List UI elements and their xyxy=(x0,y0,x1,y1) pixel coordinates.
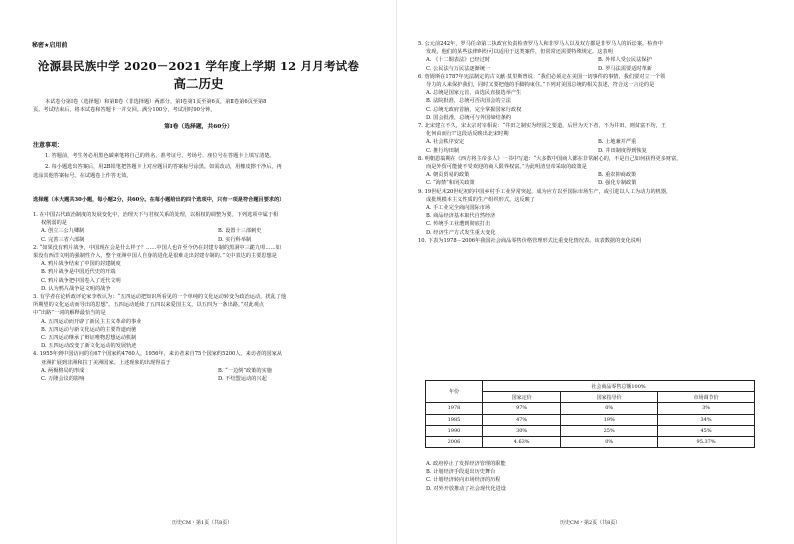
q9-option-b: B. 商品经济基本取代自然经济 xyxy=(426,213,496,220)
table-cell: 0% xyxy=(561,403,658,414)
q4-stem-cont: 亚洲扩展到非洲和拉丁美洲国家。上述现象的出现得益于 xyxy=(41,359,171,366)
q2-option-b: B. 鸦片战争是中国近代史的开端 xyxy=(41,269,116,276)
q9-option-d: D. 经济生产方式发生重大变化 xyxy=(426,229,496,236)
q10-option-b: B. 计划经济手段退出历史舞台 xyxy=(426,469,496,476)
table-row xyxy=(426,414,755,425)
q4-option-b: B. “一边倒”政策的实施 xyxy=(218,367,272,374)
table-cell: 95.37% xyxy=(658,436,755,447)
q6-stem: 6. 詹姆斯在1787年宪法制定的古文献·莫里斯曾说：“我们必须走在美国一切事件的事情，我们要对立一个领 xyxy=(418,73,666,80)
q3-option-a: A. 五四运动而开辟了新民主主义革命的事业 xyxy=(41,318,142,325)
q1-options-row-1 xyxy=(33,227,385,235)
q8-stem-cont: 而是外贸可能使不受欢迎的商人限界权富。”为此明清皇帝采取的政策是 xyxy=(426,163,587,170)
q8-stem: 8. 明朝恩翁期在《西方将主帝多人》一书中写道：“大多数中国商人都在非常耐心的，不是自己如何获得更多财富， xyxy=(418,155,682,162)
q10-option-a: A. 政府停止了发挥经济管理的职能 xyxy=(426,461,506,467)
q3-stem: 3. 有学者在论析政评论家李敖认为：“五四运动把知识所看见的一个单纯的文化运动转变为政治运动，扰乱了他 xyxy=(33,294,287,300)
intro-line-1: 本试卷分第Ⅰ卷（选择题）和第Ⅱ卷（非选择题）两部分。第Ⅰ卷第1页至第6页，第Ⅱ卷第6页至第8 xyxy=(45,99,267,105)
q7-option-d: D. 井田制度得到恢复 xyxy=(598,147,647,154)
q3-stem-cont: 所期望的文化运动而导出的思想”。五四运动延续了五四以来爱国主义，以五四为一条出路。”对此观点 xyxy=(33,302,264,309)
q8-options-row-2 xyxy=(418,179,778,187)
q8-option-a: A. 朝贡贸易的政策 xyxy=(426,172,470,179)
table-cell: 30% xyxy=(483,425,561,436)
q6-option-c: C. 总统无政府首脑，完全掌握国家行政权 xyxy=(426,106,522,113)
q5-stem: 5. 公元前242年，罗马任命第二执政官负责检查罗马人和非罗马人以及双方都是非罗马人的诉讼案。检查中 xyxy=(418,41,663,47)
q3-option-b: B. 五四运动与新文化运动的主要背道而驰 xyxy=(41,326,137,333)
notice-heading: 注意事项： xyxy=(33,142,64,149)
questions-left xyxy=(33,211,385,383)
table-cell: 4.63% xyxy=(483,436,561,447)
q2-option-a: A. 鸦片战争结束了中国的封建制度 xyxy=(41,261,121,268)
table-header-row xyxy=(426,381,755,392)
q4-options-row-1 xyxy=(33,367,385,375)
q10-options xyxy=(426,460,766,493)
q5-stem-cont: 发现，他们的某些法律纠纷可以适用于这类案件，但常常还需要特殊规定。这表明 xyxy=(426,49,613,56)
q4-options-row-2 xyxy=(33,375,385,383)
q5-options-row-2 xyxy=(418,65,778,73)
choice-heading: 选择题（本大题共30小题，每小题2分，共60分。在每小题给出的四个选项中，只有一项是符合题目要求的） xyxy=(33,197,285,203)
q7-options-row-1 xyxy=(418,138,778,146)
q7-option-c: C. 推行均田制 xyxy=(426,147,460,154)
q4-option-d: D. 不结盟运动的兴起 xyxy=(218,376,267,383)
q5-option-b: B. 外邦人受公民法保护 xyxy=(598,57,652,64)
table-cell: 97% xyxy=(483,403,561,414)
table-cell: 34% xyxy=(658,414,755,425)
q3-stem-cont-2: 中“出路”一词的解释最恰当的是 xyxy=(33,310,106,317)
table-cell: 1978 xyxy=(426,403,483,414)
exam-title: 沧源县民族中学 2020－2021 学年度上学期 12 月月考试卷 xyxy=(37,59,360,73)
q7-option-a: A. 社会秩序安定 xyxy=(426,139,465,146)
table-row xyxy=(426,425,755,436)
notice-line-1: 1. 答题前，考生务必用黑色碳素笔将自己的姓名、准考证号、考场号、座位号在答题卡上填写清楚。 xyxy=(45,153,275,159)
col-header: 市场调节价 xyxy=(658,392,755,403)
q3-option-d: D. 五四运动改变了新文化运动的发展轨迹 xyxy=(41,343,137,350)
q7-options-row-2 xyxy=(418,147,778,155)
q1-options-row-2 xyxy=(33,236,385,244)
q9-option-c: C. 传统手工业遭到彻底打击 xyxy=(426,221,491,228)
table-cell: 2006 xyxy=(426,436,483,447)
notice-line-2: 2. 每小题选出答案后，用2B铅笔把答题卡上对应题目的答案标号涂黑。如需改动，用橡皮擦干净后，再 xyxy=(45,164,282,170)
q6-option-d: D. 国会批准，总统可与外国缔结条约 xyxy=(426,114,512,121)
col-header: 国家定价 xyxy=(483,392,561,403)
secret-label: 秘密★启用前 xyxy=(32,42,68,49)
table-cell: 45% xyxy=(658,425,755,436)
q2-stem: 2. “如果没有鸦片战争，中国现在会是什么样子？……中国人也许至今仍在封建专制的黑洞中三跪九叩……如 xyxy=(33,244,281,251)
group-header: 社会商品零售总额100% xyxy=(483,381,755,392)
q8-option-b: B. 重农抑商政策 xyxy=(598,172,637,179)
q5-option-c: C. 公民法与万民法逐渐统一 xyxy=(426,65,491,72)
q8-option-d: D. 强化专制政策 xyxy=(598,180,637,187)
q5-options-row-1 xyxy=(418,56,778,64)
table-cell: 0% xyxy=(561,436,658,447)
table-cell: 1985 xyxy=(426,414,483,425)
table-row xyxy=(426,403,755,414)
exam-subtitle: 高二历史 xyxy=(173,76,224,91)
q8-options-row-1 xyxy=(418,171,778,179)
questions-right xyxy=(418,40,778,245)
notice-line-3: 选涂其他答案标号。在试题卷上作答无效。 xyxy=(33,173,132,179)
q9-option-a: A. 手工业完全商向国际市场 xyxy=(426,204,491,211)
q1-option-d: D. 实行科举制 xyxy=(218,236,252,243)
table-cell: 47% xyxy=(483,414,561,425)
q9-stem: 9. 19世纪末20世纪初的中国乡村手工业异常突起，成为应方以至国际市场生产，或引进以人工为动力的机器， xyxy=(418,188,672,195)
q10-option-c: C. 计划经济转向市场经济的历程 xyxy=(426,477,501,484)
table-cell: 25% xyxy=(561,425,658,436)
col-header: 国家指导价 xyxy=(561,392,658,403)
table-row xyxy=(426,436,755,447)
q2-stem-cont: 果没有西洋文明的强制性介入，整个亚洲中国人自身的进化是很难走出封建专制的。”文中表达的主要思想是 xyxy=(33,252,277,259)
q9-stem-cont: 成批规模本主义性质的生产组织形式。这反映了 xyxy=(426,196,535,203)
q1-stem-cont: 权削弱的是 xyxy=(41,220,67,227)
price-table xyxy=(425,380,755,448)
q4-option-c: C. 万隆会议的影响 xyxy=(41,376,85,383)
q3-option-c: C. 五四运动继承了辩证唯物思想运动机制 xyxy=(41,335,137,342)
q6-option-a: A. 总统是国家元首，由选民直接选举产生 xyxy=(426,90,522,97)
q6-stem-cont: 导力的人来保护我们，同时又要把他的手脚拘束住。”下列对美国总统的相关表述，符合这一言论的是 xyxy=(426,81,655,88)
table-cell: 3% xyxy=(658,403,755,414)
q2-option-c: C. 鸦片战争把中国卷入了近代文明 xyxy=(41,277,121,284)
q10-option-d: D. 对外开放推动了社会现代化进设 xyxy=(426,485,506,492)
q4-option-a: A. 两极格局的形成 xyxy=(41,367,85,374)
q8-option-c: C. “海禁”和闭关政策 xyxy=(426,180,475,187)
q2-option-d: D. 认为鸦片战争是文明的战争 xyxy=(41,285,111,292)
footer-right: 历史CM・第2页（共8页） xyxy=(560,520,621,526)
q4-stem: 4. 1955年到中国访问的有67个国家约4760人，1956年，来访者来自75个国家约5200人。来访者的国家从 xyxy=(33,351,282,358)
q7-stem: 7. 北宋建立不久，宋太宗对宰相说：“井田之制实为经国之要道，后世为天下者，不为井田，则贫富不均，王 xyxy=(418,123,666,129)
q5-option-d: D. 罗马法需要适时革新 xyxy=(598,65,652,72)
q5-option-a: A. 《十二铜表法》已经过时 xyxy=(426,57,491,64)
section-1-heading: 第Ⅰ卷（选择题，共60分） xyxy=(164,124,233,130)
q6-option-b: B. 法院批准，总统可否决国会的立法 xyxy=(426,98,511,105)
q1-option-b: B. 设置十三部刺史 xyxy=(218,228,262,235)
intro-line-2: 页。考试结束后，将本试卷和答题卡一并交回。满分100分，考试用时90分钟。 xyxy=(33,107,216,113)
table-cell: 1990 xyxy=(426,425,483,436)
footer-left: 历史CM・第1页（共8页） xyxy=(172,520,233,526)
q7-stem-cont: 化何由而行!”这段话反映出北宋时期 xyxy=(426,131,509,138)
table-cell: 19% xyxy=(561,414,658,425)
q1-option-c: C. 完善三省六部制 xyxy=(41,236,85,243)
q7-option-b: B. 土地兼并严重 xyxy=(598,139,637,146)
q1-stem: 1. 在中国古代政治制度的发展变化中，治理天下与君权关系的处理，以相权的调整为要。下列选项中属于相 xyxy=(33,212,279,218)
q1-option-a: A. 创立三公九卿制 xyxy=(41,228,85,235)
q10-stem: 10. 下表为1978－2006年我国社会商品零售价格管理形式比重变化情况表。该表数据的变化说明 xyxy=(418,237,642,244)
year-header: 年份 xyxy=(426,381,483,403)
